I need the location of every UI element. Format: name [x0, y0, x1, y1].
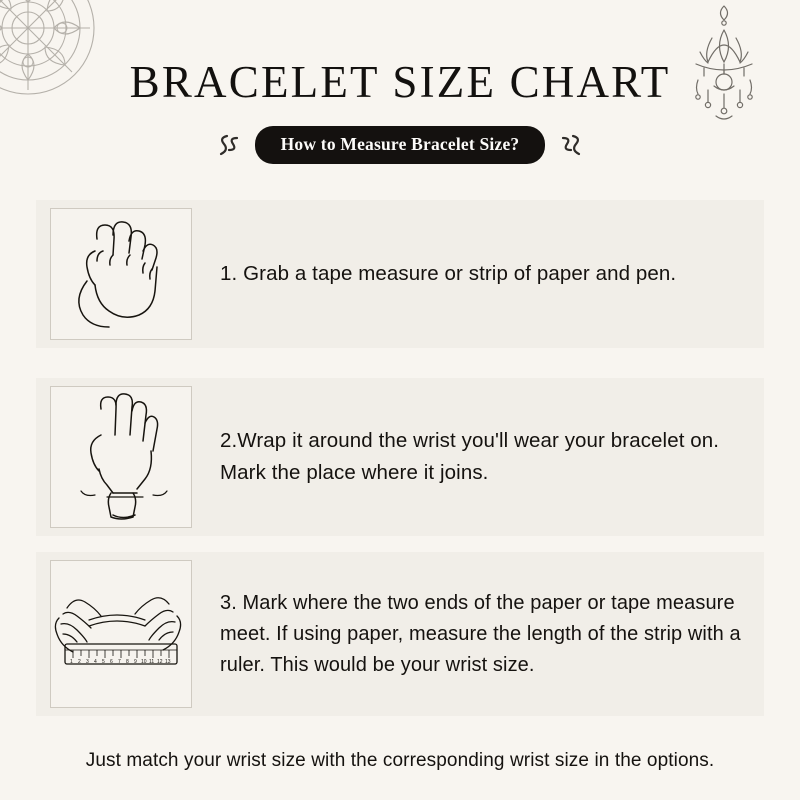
svg-text:9: 9: [134, 659, 137, 665]
squiggle-icon-left: [215, 132, 241, 158]
step-illustration: [36, 200, 198, 348]
step-text: 3. Mark where the two ends of the paper or tape measure meet. If using paper, measure the length of the strip with a ruler. This would be your wrist size.: [220, 591, 741, 676]
page-title: BRACELET SIZE CHART: [129, 57, 671, 107]
svg-text:3: 3: [86, 659, 89, 665]
svg-text:6: 6: [110, 659, 113, 665]
step-text: 1. Grab a tape measure or strip of paper and pen.: [220, 261, 677, 285]
svg-text:4: 4: [94, 659, 97, 665]
step-item: [36, 378, 764, 536]
svg-text:5: 5: [102, 659, 105, 665]
svg-text:7: 7: [118, 659, 121, 665]
squiggle-icon-right: [559, 132, 585, 158]
subtitle-pill: How to Measure Bracelet Size?: [255, 126, 546, 164]
subtitle-row: [0, 126, 800, 164]
step-text: 2.Wrap it around the wrist you'll wear your bracelet on. Mark the place where it joins.: [220, 428, 720, 484]
ruler-measure-icon: [49, 574, 185, 694]
svg-text:8: 8: [126, 659, 129, 665]
step-illustration: [36, 552, 198, 716]
svg-text:2: 2: [78, 659, 81, 665]
svg-text:12: 12: [157, 659, 163, 665]
step-illustration: [36, 378, 198, 536]
svg-text:13: 13: [165, 659, 171, 665]
footer-note: Just match your wrist size with the corresponding wrist size in the options.: [85, 750, 715, 771]
hand-fist-icon: [57, 211, 177, 337]
step-item: [36, 552, 764, 716]
step-item: [36, 200, 764, 348]
svg-text:11: 11: [149, 659, 155, 665]
hand-wrist-tape-icon: [57, 389, 177, 525]
svg-text:10: 10: [141, 659, 147, 665]
svg-text:1: 1: [70, 659, 73, 665]
